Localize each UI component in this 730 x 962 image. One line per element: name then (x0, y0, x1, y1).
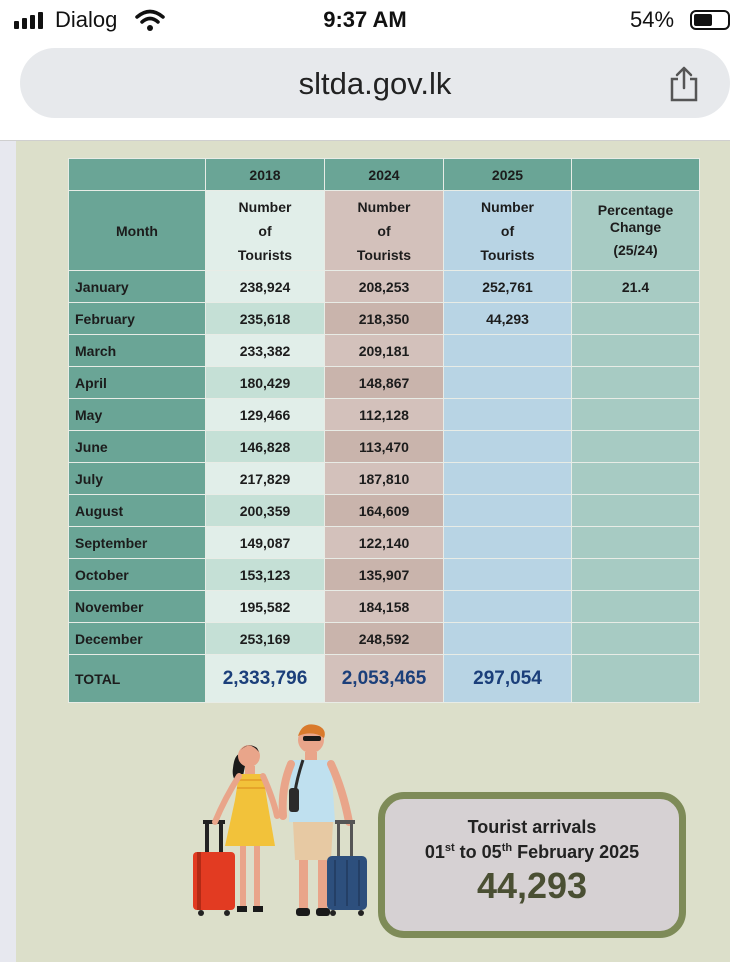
value-2018-cell: 146,828 (206, 431, 325, 463)
share-icon[interactable] (668, 66, 700, 102)
value-2025-cell (444, 463, 572, 495)
month-cell: August (69, 495, 206, 527)
value-2025-cell (444, 495, 572, 527)
month-cell: May (69, 399, 206, 431)
value-2024-cell: 148,867 (325, 367, 444, 399)
tourists-2024-header: Number of Tourists (325, 191, 444, 271)
percentage-cell (572, 431, 700, 463)
table-row (69, 591, 700, 623)
table-row (69, 271, 700, 303)
total-2024: 2,053,465 (325, 655, 444, 703)
value-2025-cell (444, 527, 572, 559)
value-2018-cell: 129,466 (206, 399, 325, 431)
carrier-name: Dialog (55, 7, 118, 32)
battery-percentage: 54% (630, 7, 675, 32)
percentage-cell (572, 303, 700, 335)
month-cell: October (69, 559, 206, 591)
value-2018-cell: 200,359 (206, 495, 325, 527)
value-2018-cell: 153,123 (206, 559, 325, 591)
month-cell: December (69, 623, 206, 655)
value-2024-cell: 184,158 (325, 591, 444, 623)
tourist-arrivals-table (68, 158, 700, 703)
percentage-cell (572, 527, 700, 559)
total-pct-blank (572, 655, 700, 703)
value-2018-cell: 217,829 (206, 463, 325, 495)
value-2024-cell: 112,128 (325, 399, 444, 431)
value-2025-cell: 252,761 (444, 271, 572, 303)
month-header: Month (69, 191, 206, 271)
table-row (69, 495, 700, 527)
value-2025-cell (444, 431, 572, 463)
table-row (69, 303, 700, 335)
page-left-edge (0, 141, 16, 962)
value-2025-cell (444, 559, 572, 591)
value-2018-cell: 195,582 (206, 591, 325, 623)
address-bar[interactable] (20, 48, 730, 118)
month-cell: March (69, 335, 206, 367)
month-cell: July (69, 463, 206, 495)
month-cell: June (69, 431, 206, 463)
value-2024-cell: 122,140 (325, 527, 444, 559)
total-label: TOTAL (69, 655, 206, 703)
percentage-cell (572, 591, 700, 623)
table-row (69, 559, 700, 591)
percentage-cell (572, 495, 700, 527)
value-2024-cell: 135,907 (325, 559, 444, 591)
value-2025-cell: 44,293 (444, 303, 572, 335)
value-2018-cell: 235,618 (206, 303, 325, 335)
tourist-arrivals-box (378, 792, 686, 938)
percentage-change-header: Percentage Change (25/24) (572, 191, 700, 271)
tourists-2025-header: Number of Tourists (444, 191, 572, 271)
value-2018-cell: 238,924 (206, 271, 325, 303)
year-header-row (69, 159, 700, 191)
percentage-cell (572, 463, 700, 495)
value-2024-cell: 164,609 (325, 495, 444, 527)
value-2025-cell (444, 367, 572, 399)
value-2018-cell: 253,169 (206, 623, 325, 655)
column-header-row (69, 191, 700, 271)
month-cell: April (69, 367, 206, 399)
year-2025-header: 2025 (444, 159, 572, 191)
table-row (69, 463, 700, 495)
battery-icon (690, 10, 730, 30)
percentage-cell: 21.4 (572, 271, 700, 303)
table-row (69, 431, 700, 463)
percentage-cell (572, 399, 700, 431)
value-2018-cell: 149,087 (206, 527, 325, 559)
value-2024-cell: 113,470 (325, 431, 444, 463)
table-row (69, 623, 700, 655)
arrivals-title: Tourist arrivals (467, 817, 597, 837)
tourists-2018-header: Number of Tourists (206, 191, 325, 271)
value-2024-cell: 209,181 (325, 335, 444, 367)
value-2025-cell (444, 591, 572, 623)
percentage-cell (572, 559, 700, 591)
year-2024-header: 2024 (325, 159, 444, 191)
clock: 9:37 AM (323, 7, 407, 32)
arrivals-date-range: 01st to 05th February 2025 (424, 842, 640, 862)
value-2025-cell (444, 335, 572, 367)
table-row (69, 367, 700, 399)
value-2018-cell: 180,429 (206, 367, 325, 399)
value-2024-cell: 218,350 (325, 303, 444, 335)
value-2025-cell (444, 399, 572, 431)
value-2024-cell: 187,810 (325, 463, 444, 495)
percentage-cell (572, 623, 700, 655)
value-2018-cell: 233,382 (206, 335, 325, 367)
header-blank-cell (69, 159, 206, 191)
percentage-cell (572, 367, 700, 399)
arrivals-value: 44,293 (476, 865, 588, 906)
travelers-illustration (185, 718, 375, 930)
table-row (69, 335, 700, 367)
table-row (69, 527, 700, 559)
header-blank-cell (572, 159, 700, 191)
url-text[interactable]: sltda.gov.lk (298, 66, 452, 101)
month-cell: February (69, 303, 206, 335)
value-2024-cell: 208,253 (325, 271, 444, 303)
month-cell: September (69, 527, 206, 559)
value-2025-cell (444, 623, 572, 655)
total-2018: 2,333,796 (206, 655, 325, 703)
table-row (69, 399, 700, 431)
percentage-cell (572, 335, 700, 367)
year-2018-header: 2018 (206, 159, 325, 191)
status-bar (0, 0, 730, 40)
month-cell: November (69, 591, 206, 623)
total-2025: 297,054 (444, 655, 572, 703)
value-2024-cell: 248,592 (325, 623, 444, 655)
total-row (69, 655, 700, 703)
month-cell: January (69, 271, 206, 303)
